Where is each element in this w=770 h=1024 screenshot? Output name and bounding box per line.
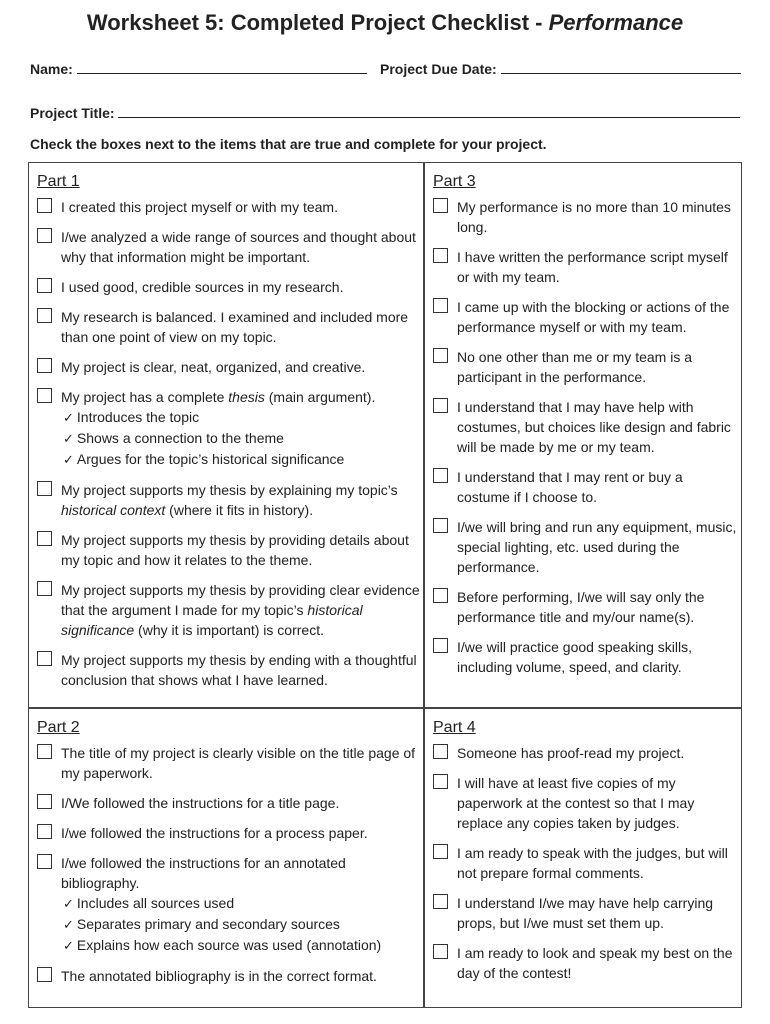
project-title-line xyxy=(30,104,740,121)
part-4 xyxy=(433,719,739,993)
sub-item: ✓ Includes all sources used xyxy=(63,895,235,911)
instructions: Check the boxes next to the items that are true and complete for your project. xyxy=(30,136,547,152)
checklist-item: I used good, credible sources in my research. xyxy=(37,277,421,297)
checklist-item: My project supports my thesis by providing details about my topic and how it relates to the theme. xyxy=(37,530,421,570)
checklist-item: I came up with the blocking or actions of the performance myself or with my team. xyxy=(433,297,739,337)
sub-item: ✓ Explains how each source was used (annotation) xyxy=(63,937,382,953)
part-2-title: Part 2 xyxy=(37,719,80,736)
checkbox[interactable] xyxy=(433,638,448,653)
checkbox[interactable] xyxy=(37,388,52,403)
sub-item: ✓ Argues for the topic’s historical significance xyxy=(63,451,345,467)
checkmark-icon: ✓ xyxy=(63,917,74,932)
checklist-item: I understand I/we may have help carrying props, but I/we must set them up. xyxy=(433,893,739,933)
checklist-item: My project supports my thesis by explaining my topic’s historical context (where it fits in history). xyxy=(37,480,421,520)
checklist-item: I am ready to look and speak my best on the day of the contest! xyxy=(433,943,739,983)
checklist-item: I understand that I may rent or buy a costume if I choose to. xyxy=(433,467,739,507)
checklist-item: I/we analyzed a wide range of sources and thought about why that information might be important. xyxy=(37,227,421,267)
due-date-field[interactable] xyxy=(501,60,741,74)
checkbox[interactable] xyxy=(433,744,448,759)
sub-item: ✓ Introduces the topic xyxy=(63,409,200,425)
checklist-item: I will have at least five copies of my paperwork at the contest so that I may replace any copies taken by judges. xyxy=(433,773,739,833)
checkbox[interactable] xyxy=(37,744,52,759)
sub-item: ✓ Shows a connection to the theme xyxy=(63,430,284,446)
checklist-item: No one other than me or my team is a participant in the performance. xyxy=(433,347,739,387)
name-line xyxy=(30,60,367,77)
checkmark-icon: ✓ xyxy=(63,431,74,446)
checklist-item: I am ready to speak with the judges, but will not prepare formal comments. xyxy=(433,843,739,883)
checkbox[interactable] xyxy=(37,824,52,839)
checklist-item: I understand that I may have help with costumes, but choices like design and fabric will be made by me or my team. xyxy=(433,397,739,457)
title-emphasis: Performance xyxy=(548,10,684,35)
checkbox[interactable] xyxy=(37,278,52,293)
checklist-item: I have written the performance script myself or with my team. xyxy=(433,247,739,287)
column-divider xyxy=(423,163,425,1007)
checkbox[interactable] xyxy=(433,468,448,483)
checkbox[interactable] xyxy=(37,581,52,596)
checklist-item: My performance is no more than 10 minutes long. xyxy=(433,197,739,237)
checkbox[interactable] xyxy=(433,518,448,533)
checkbox[interactable] xyxy=(37,358,52,373)
part-1 xyxy=(37,173,421,700)
checklist-grid xyxy=(28,162,742,1008)
checkbox[interactable] xyxy=(433,894,448,909)
name-label: Name: xyxy=(30,61,73,77)
part-3-title: Part 3 xyxy=(433,173,476,190)
page-title xyxy=(0,10,770,36)
checklist-item: The annotated bibliography is in the correct format. xyxy=(37,966,421,986)
checkbox[interactable] xyxy=(433,588,448,603)
checkbox[interactable] xyxy=(433,398,448,413)
row-divider xyxy=(29,707,741,709)
checkbox[interactable] xyxy=(37,481,52,496)
checkbox[interactable] xyxy=(433,348,448,363)
part-1-title: Part 1 xyxy=(37,173,80,190)
checkbox[interactable] xyxy=(433,844,448,859)
checklist-item: I/We followed the instructions for a title page. xyxy=(37,793,421,813)
checkbox[interactable] xyxy=(433,198,448,213)
checkbox[interactable] xyxy=(37,308,52,323)
sub-item: ✓ Separates primary and secondary sources xyxy=(63,916,340,932)
checklist-item: Someone has proof-read my project. xyxy=(433,743,739,763)
part-3 xyxy=(433,173,739,687)
checkmark-icon: ✓ xyxy=(63,896,74,911)
checkbox[interactable] xyxy=(433,774,448,789)
checklist-item: My project supports my thesis by providing clear evidence that the argument I made for my topic’s historical significance (why it is important) is correct. xyxy=(37,580,421,640)
checklist-item: I/we will practice good speaking skills, including volume, speed, and clarity. xyxy=(433,637,739,677)
checkbox[interactable] xyxy=(433,298,448,313)
checkmark-icon: ✓ xyxy=(63,452,74,467)
checklist-item-bibliography: I/we followed the instructions for an annotated bibliography. ✓ Includes all sources used ✓ Separates primary and secondary sources ✓ Explains how each source was used (annotation) xyxy=(37,853,421,956)
part-4-title: Part 4 xyxy=(433,719,476,736)
checkbox[interactable] xyxy=(37,854,52,869)
checkbox[interactable] xyxy=(37,531,52,546)
project-title-label: Project Title: xyxy=(30,105,115,121)
checkmark-icon: ✓ xyxy=(63,410,74,425)
part-2 xyxy=(37,719,421,996)
checkbox[interactable] xyxy=(37,794,52,809)
checklist-item: I/we will bring and run any equipment, music, special lighting, etc. used during the performance. xyxy=(433,517,739,577)
name-field[interactable] xyxy=(77,60,367,74)
due-date-label: Project Due Date: xyxy=(380,61,497,77)
checkbox[interactable] xyxy=(37,228,52,243)
checklist-item: My project is clear, neat, organized, and creative. xyxy=(37,357,421,377)
checklist-item: My research is balanced. I examined and included more than one point of view on my topic. xyxy=(37,307,421,347)
checkbox[interactable] xyxy=(433,944,448,959)
checklist-item: My project supports my thesis by ending with a thoughtful conclusion that shows what I have learned. xyxy=(37,650,421,690)
due-date-line xyxy=(380,60,741,77)
checklist-item-thesis: My project has a complete thesis (main argument). ✓ Introduces the topic ✓ Shows a connection to the theme ✓ Argues for the topic’s historical significance xyxy=(37,387,421,470)
checkbox[interactable] xyxy=(37,198,52,213)
checkbox[interactable] xyxy=(433,248,448,263)
checkmark-icon: ✓ xyxy=(63,938,74,953)
checkbox[interactable] xyxy=(37,651,52,666)
title-main: Worksheet 5: Completed Project Checklist - xyxy=(86,10,549,35)
checklist-item: Before performing, I/we will say only the performance title and my/our name(s). xyxy=(433,587,739,627)
checkbox[interactable] xyxy=(37,967,52,982)
checklist-item: I/we followed the instructions for a process paper. xyxy=(37,823,421,843)
project-title-field[interactable] xyxy=(118,104,740,118)
checklist-item: I created this project myself or with my team. xyxy=(37,197,421,217)
checklist-item: The title of my project is clearly visible on the title page of my paperwork. xyxy=(37,743,421,783)
